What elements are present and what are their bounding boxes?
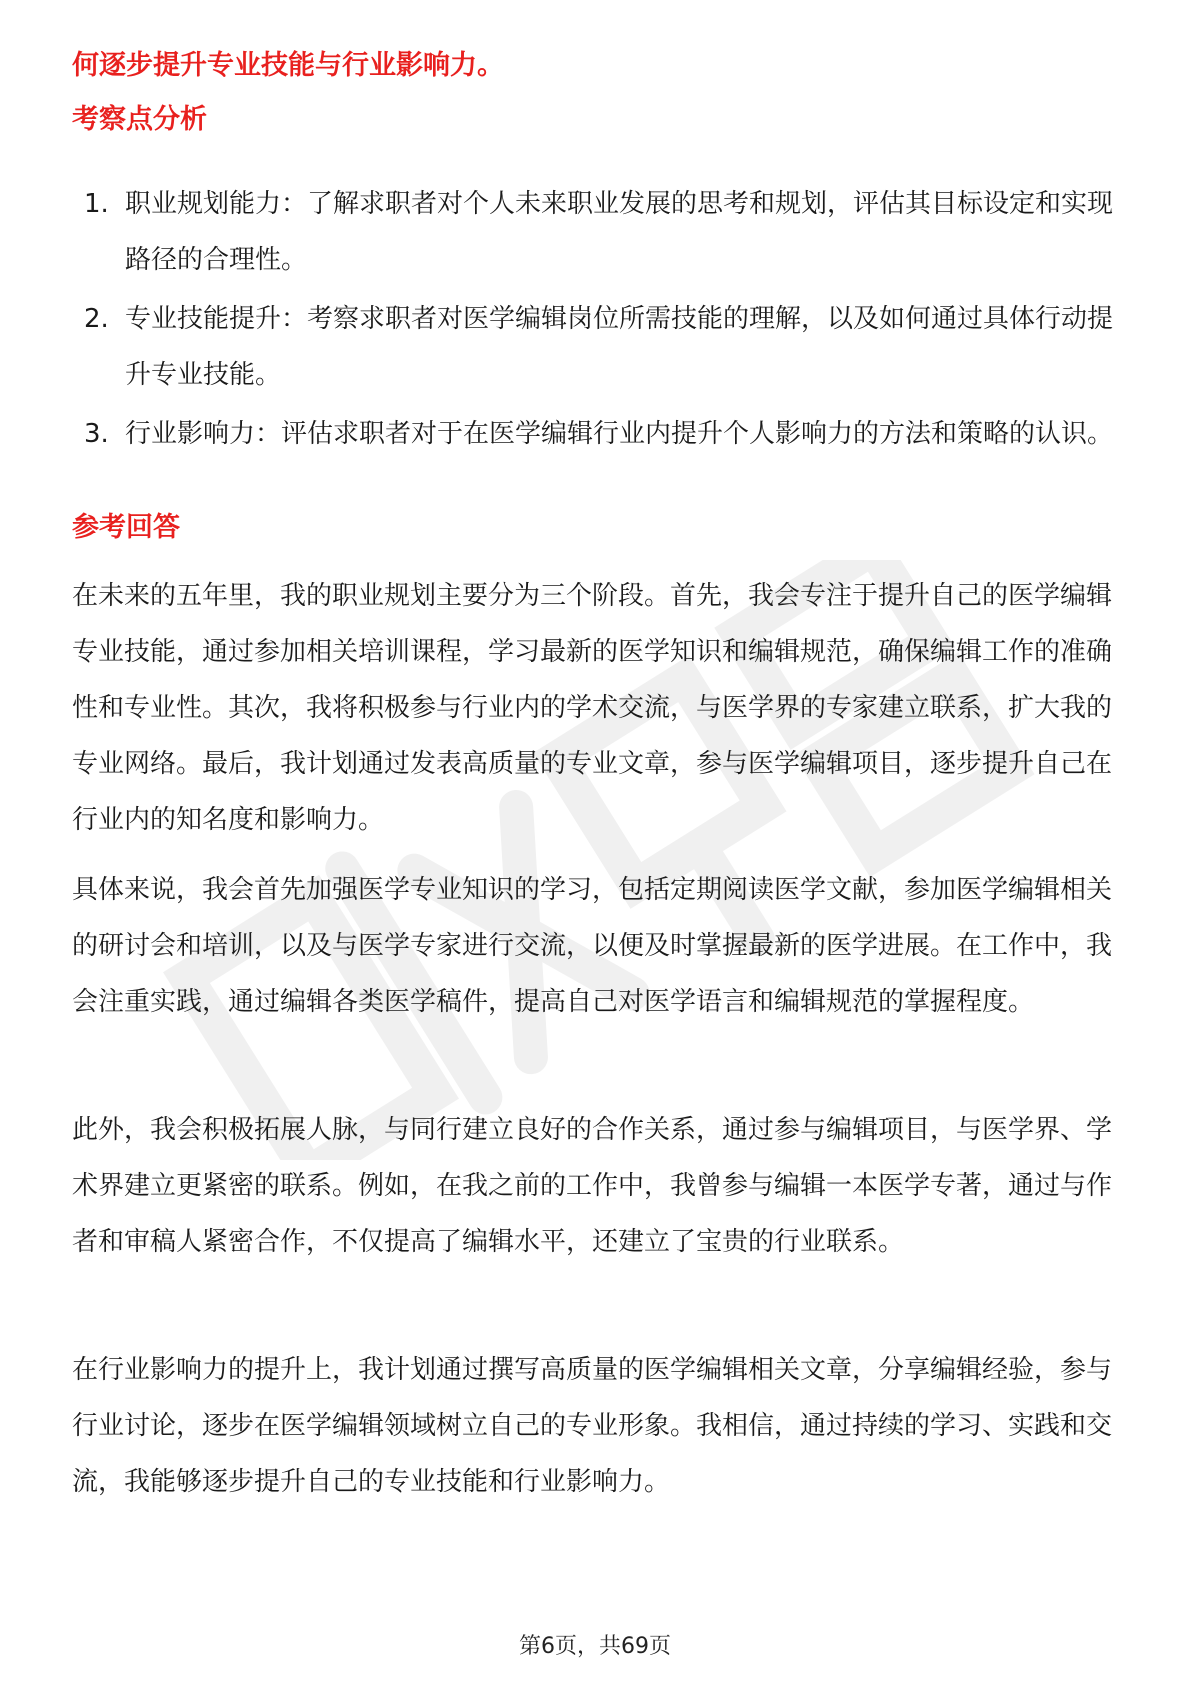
question-tail: 何逐步提升专业技能与行业影响力。: [72, 50, 504, 81]
answer-paragraph-2: 具体来说，我会首先加强医学专业知识的学习，包括定期阅读医学文献，参加医学编辑相关的研讨会和培训，以及与医学专家进行交流，以便及时掌握最新的医学进展。在工作中，我会注重实践，通过编辑各类医学稿件，提高自己对医学语言和编辑规范的掌握程度。: [72, 875, 1113, 1017]
list-number: 3.: [84, 419, 109, 449]
list-text: 专业技能提升：考察求职者对医学编辑岗位所需技能的理解，以及如何通过具体行动提升专业技能。: [125, 304, 1114, 390]
list-text: 行业影响力：评估求职者对于在医学编辑行业内提升个人影响力的方法和策略的认识。: [125, 419, 1114, 449]
list-text: 职业规划能力：了解求职者对个人未来职业发展的思考和规划，评估其目标设定和实现路径的合理性。: [125, 189, 1114, 275]
answer-paragraph-1: 在未来的五年里，我的职业规划主要分为三个阶段。首先，我会专注于提升自己的医学编辑专业技能，通过参加相关培训课程，学习最新的医学知识和编辑规范，确保编辑工作的准确性和专业性。其次，我将积极参与行业内的学术交流，与医学界的专家建立联系，扩大我的专业网络。最后，我计划通过发表高质量的专业文章，参与医学编辑项目，逐步提升自己在行业内的知名度和影响力。: [72, 581, 1113, 835]
answer-paragraph-4: 在行业影响力的提升上，我计划通过撰写高质量的医学编辑相关文章，分享编辑经验，参与行业讨论，逐步在医学编辑领域树立自己的专业形象。我相信，通过持续的学习、实践和交流，我能够逐步提升自己的专业技能和行业影响力。: [72, 1355, 1113, 1497]
list-number: 1.: [84, 189, 109, 219]
list-item: [72, 291, 1122, 403]
list-item: [72, 176, 1122, 288]
answer-heading: 参考回答: [72, 512, 180, 543]
analysis-list: [72, 176, 1122, 465]
answer-paragraph-3: 此外，我会积极拓展人脉，与同行建立良好的合作关系，通过参与编辑项目，与医学界、学术界建立更紧密的联系。例如，在我之前的工作中，我曾参与编辑一本医学专著，通过与作者和审稿人紧密合作，不仅提高了编辑水平，还建立了宝贵的行业联系。: [72, 1115, 1113, 1257]
list-number: 2.: [84, 304, 109, 334]
analysis-heading: 考察点分析: [72, 104, 207, 135]
page-footer: 第6页，共69页: [519, 1634, 671, 1659]
list-item: [72, 406, 1122, 462]
